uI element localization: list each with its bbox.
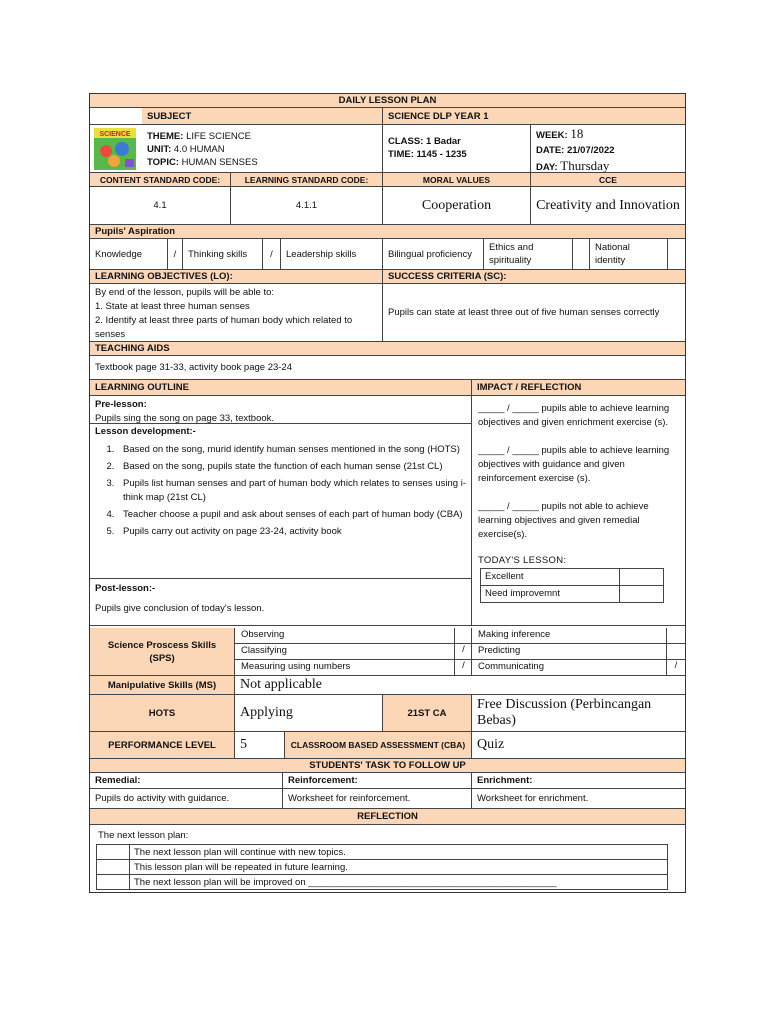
subject-label: SUBJECT — [142, 108, 383, 124]
subject-value: SCIENCE DLP YEAR 1 — [383, 108, 685, 124]
aspiration-knowledge: Knowledge — [90, 239, 168, 269]
class-block: CLASS: 1 Badar TIME: 1145 - 1235 — [383, 125, 531, 172]
need-improvement-option[interactable]: Need improvemnt — [481, 586, 620, 603]
tasks-label-row: Remedial: Reinforcement: Enrichment: — [90, 773, 685, 789]
hots-value: Applying — [235, 695, 383, 731]
need-improvement-check[interactable] — [620, 586, 664, 603]
list-item: 2. Based on the song, pupils state the function of each human sense (21st CL) — [117, 460, 466, 474]
aspiration-thinking-mark: / — [263, 239, 281, 269]
content-standard-code: 4.1 — [90, 187, 231, 224]
learning-outline: Pre-lesson: Pupils sing the song on page 33, textbook. Lesson development:- 1. Based on the song, murid identify human senses mentioned in the song (HOTS) 2. Based on the song, pupils state the function of each human sense (21st CL) 3. Pupils list human senses and part of human body which relates to senses using i-think map (21st CL) 4. Teacher choose a pupil and ask about senses of each part of human body (CBA) 5. Pupils carry out activity on page 23-24, activity book Post-lesson:- Pupils give conclusion of today's lesson. — [90, 396, 472, 625]
aspiration-thinking: Thinking skills — [183, 239, 263, 269]
hots-row — [90, 695, 685, 732]
remedial-task: Pupils do activity with guidance. — [90, 789, 283, 808]
textbook-cover-icon — [92, 127, 138, 171]
sps-making-inference: Making inference — [472, 628, 667, 644]
tasks-value-row — [90, 789, 685, 809]
standards-header-row: CONTENT STANDARD CODE: LEARNING STANDARD CODE: MORAL VALUES CCE — [90, 173, 685, 187]
hots-label: HOTS — [90, 695, 235, 731]
outline-header-row: LEARNING OUTLINE IMPACT / REFLECTION — [90, 380, 685, 396]
performance-value: 5 — [235, 732, 285, 758]
pupils-aspiration-header: Pupils' Aspiration — [90, 225, 685, 239]
sps-predicting: Predicting — [472, 644, 667, 660]
aspiration-ethics: Ethics and spirituality — [484, 239, 573, 269]
date-block: WEEK: 18 DATE: 21/07/2022 DAY: Thursday — [536, 126, 615, 172]
cce-value: Creativity and Innovation — [536, 198, 680, 213]
reflection-option: The next lesson plan will be improved on _______________________________________________ — [130, 875, 668, 890]
lesson-plan-sheet — [89, 93, 686, 893]
performance-label: PERFORMANCE LEVEL — [90, 732, 235, 758]
21st-ca-label: 21ST CA — [383, 695, 472, 731]
reflection-body: The next lesson plan: The next lesson plan will continue with new topics. This lesson plan will be repeated in future learning. The next lesson plan will be improved on _______________________________________________ — [90, 825, 685, 892]
aspiration-knowledge-mark: / — [168, 239, 183, 269]
reinforcement-task: Worksheet for reinforcement. — [283, 789, 472, 808]
moral-values: Cooperation — [383, 187, 531, 224]
cba-value: Quiz — [477, 737, 505, 752]
learning-standard-code: 4.1.1 — [231, 187, 383, 224]
reflection-option: The next lesson plan will continue with new topics. — [130, 845, 668, 860]
reflection-options-table — [96, 844, 668, 890]
svg-text:SCIENCE: SCIENCE — [99, 131, 131, 138]
aspiration-row — [90, 239, 685, 270]
todays-lesson-table — [480, 568, 664, 603]
subject-row — [90, 108, 685, 125]
sps-measuring: Measuring using numbers — [235, 660, 455, 675]
aspiration-national: National identity — [590, 239, 668, 269]
teaching-aids-header: TEACHING AIDS — [90, 342, 685, 356]
objectives-row — [90, 284, 685, 342]
list-item: 3. Pupils list human senses and part of human body which relates to senses using i-think map (21st CL) — [117, 477, 466, 505]
sps-classifying: Classifying — [235, 644, 455, 660]
performance-row — [90, 732, 685, 759]
reflection-checkbox[interactable] — [97, 875, 130, 890]
learning-objectives: By end of the lesson, pupils will be able to: 1. State at least three human senses 2. Identify at least three parts of human body which related to senses — [90, 284, 383, 341]
reflection-checkbox[interactable] — [97, 845, 130, 860]
success-criteria: Pupils can state at least three out of five human senses correctly — [388, 306, 660, 318]
excellent-option[interactable]: Excellent — [481, 569, 620, 586]
enrichment-task: Worksheet for enrichment. — [477, 793, 589, 804]
theme-block: THEME: LIFE SCIENCE UNIT: 4.0 HUMAN TOPIC: HUMAN SENSES — [142, 125, 383, 172]
objectives-header-row: LEARNING OBJECTIVES (LO): SUCCESS CRITERIA (SC): — [90, 270, 685, 284]
textbook-cover-image — [90, 125, 142, 172]
standards-values-row — [90, 187, 685, 225]
theme-row — [90, 125, 685, 173]
sps-label: Science Proscess Skills (SPS) — [90, 628, 235, 675]
21st-ca-value: Free Discussion (Perbincangan Bebas) — [477, 697, 652, 728]
aspiration-leadership: Leadership skills — [281, 239, 383, 269]
cba-label: CLASSROOM BASED ASSESSMENT (CBA) — [285, 732, 472, 758]
daily-lesson-plan-header: DAILY LESSON PLAN — [90, 94, 685, 108]
list-item: 1. Based on the song, murid identify human senses mentioned in the song (HOTS) — [117, 443, 466, 457]
ms-row — [90, 676, 685, 695]
sps-row: Science Proscess Skills (SPS) Observing Classifying / Measuring using numbers / Making inference Predicting Communicating / — [90, 628, 685, 676]
list-item: 4. Teacher choose a pupil and ask about senses of each part of human body (CBA) — [117, 508, 466, 522]
reflection-option: This lesson plan will be repeated in future learning. — [130, 860, 668, 875]
teaching-aids-value: Textbook page 31-33, activity book page 23-24 — [90, 356, 685, 380]
reflection-checkbox[interactable] — [97, 860, 130, 875]
lesson-development: Lesson development:- 1. Based on the song, murid identify human senses mentioned in the song (HOTS) 2. Based on the song, pupils state the function of each human sense (21st CL) 3. Pupils list human senses and part of human body which relates to senses using i-think map (21st CL) 4. Teacher choose a pupil and ask about senses of each part of human body (CBA) 5. Pupils carry out activity on page 23-24, activity book — [90, 424, 471, 579]
ms-value: Not applicable — [240, 677, 323, 692]
list-item: 5. Pupils carry out activity on page 23-24, activity book — [117, 525, 466, 539]
outline-body-row — [90, 396, 685, 626]
sps-observing: Observing — [235, 628, 455, 644]
impact-reflection: _____ / _____ pupils able to achieve learning objectives and given enrichment exercise (s). _____ / _____ pupils able to achieve learning objectives with guidance and given reinforcement exercise (s). _____ / _____ pupils not able to achieve learning objectives and given remedial exercise(s). TODAY'S LESSON: Excellent Need improvemnt — [472, 396, 685, 625]
aspiration-bilingual: Bilingual proficiency — [383, 239, 484, 269]
ms-label: Manipulative Skills (MS) — [90, 676, 235, 694]
students-task-header: STUDENTS' TASK TO FOLLOW UP — [90, 759, 685, 773]
excellent-check[interactable] — [620, 569, 664, 586]
sps-communicating: Communicating — [472, 660, 667, 675]
reflection-header: REFLECTION — [90, 809, 685, 825]
